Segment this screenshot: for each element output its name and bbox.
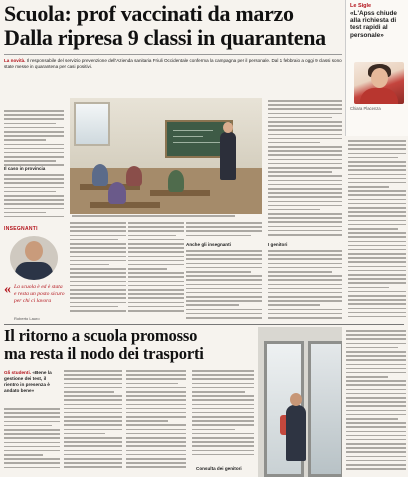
article1-lead [4, 58, 342, 70]
headline-rule [4, 54, 342, 55]
article2-body-col1 [4, 408, 60, 471]
article1-body-col3 [128, 222, 184, 314]
article1-headline-line1: Scuola: prof vaccinati da marzo [4, 1, 294, 26]
article-separator [4, 324, 404, 325]
quote-box-portrait [10, 236, 58, 280]
sidebar-quote: «L'Apss chiude alla richiesta di test rapidi al personale» [350, 10, 397, 39]
article1-body-col1 [4, 110, 64, 169]
quote-box-author: Roberto Lauro [14, 316, 40, 321]
article2-lead-prefix: Gli studenti. [4, 370, 32, 375]
article1-headline-line2: Dalla ripresa 9 classi in quarantena [4, 25, 326, 50]
article1-subhead-mid: Anche gli insegnanti [186, 242, 231, 247]
article2-headline-line1: Il ritorno a scuola promosso [4, 326, 198, 345]
article1-body-col-right [268, 100, 342, 238]
article1-subhead-left: Il caso in provincia [4, 166, 46, 171]
article1-body-col-right-b [268, 250, 342, 321]
article1-lead-text: Il responsabile del servizio prevenzione dell'Azienda sanitaria Friuli Occidentale conferma la campagna per il personale. Dal 1 febbraio a oggi 9 classi sono state messe in quarantena per casi positivi. [4, 58, 342, 69]
classroom-photo-caption [72, 215, 262, 219]
quote-mark-icon: « [4, 282, 11, 297]
article2-lead-text: «Bene la gestione dei test, il rientro in presenza è andato bene» [4, 370, 52, 393]
article2-body-col2 [64, 370, 122, 471]
article1-body-col4a [186, 222, 262, 239]
article2-body-col4 [192, 370, 254, 458]
article1-body-col2 [70, 222, 126, 314]
quote-box-text: La scuola è ed è stata e resta un posto sicuro per chi ci lavora [14, 284, 65, 304]
article1-body-col1b [4, 174, 64, 220]
school-entrance-photo [258, 327, 342, 477]
quote-box-section: INSEGNANTI [4, 226, 38, 232]
article2-body-col3 [126, 370, 186, 471]
article2-body-col5 [346, 330, 406, 472]
article2-lead [4, 370, 60, 394]
sidebar-portrait [354, 62, 404, 104]
article1-subhead-right: I genitori [268, 242, 288, 247]
article2-subhead: Consulta dei genitori [196, 466, 242, 471]
article1-lead-prefix: La novità. [4, 58, 26, 63]
sidebar-body [348, 140, 406, 320]
sidebar-caption: Chiara Placenza [350, 106, 381, 111]
classroom-photo [70, 98, 262, 214]
sidebar-interview [345, 0, 408, 136]
article1-body-col4 [186, 250, 262, 321]
sidebar-kicker: Le Sigle [350, 3, 372, 9]
article2-headline-line2: ma resta il nodo dei trasporti [4, 344, 204, 363]
